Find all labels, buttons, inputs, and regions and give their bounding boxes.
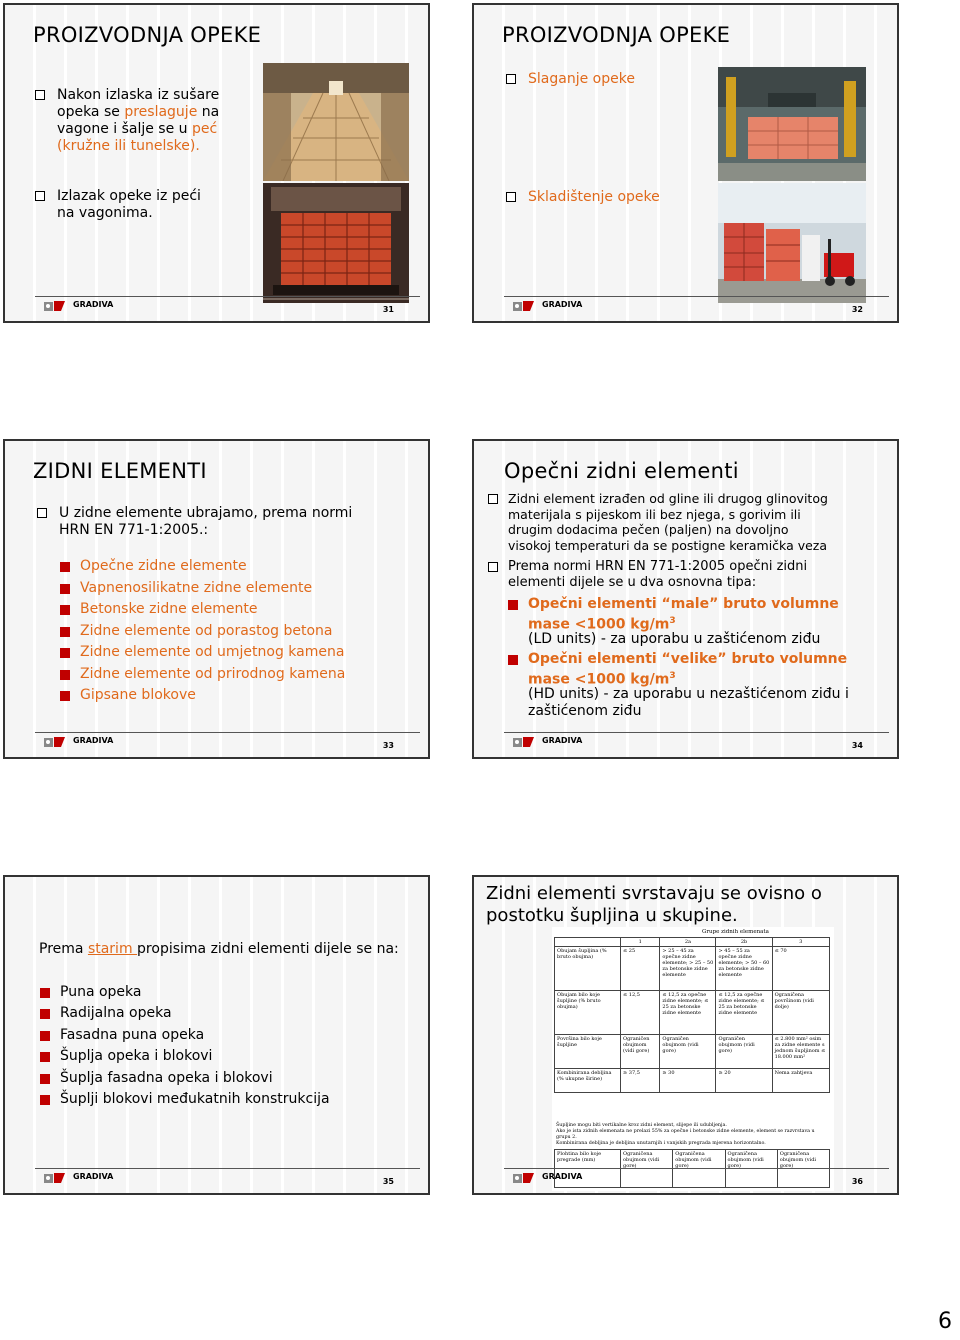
bullet-2: Prema normi HRN EN 771-1:2005 opečni zidni elementi dijele se u dva osnovna tipa: bbox=[508, 559, 888, 591]
groups-table-figure bbox=[552, 927, 834, 1191]
slide-number: 33 bbox=[382, 741, 394, 750]
sub-item: Gipsane blokove bbox=[80, 687, 196, 704]
gradiva-logo-icon bbox=[43, 735, 67, 749]
bullet-filled-square-icon bbox=[60, 562, 70, 572]
slide-title: Opečni zidni elementi bbox=[504, 459, 739, 483]
sub-item: Zidne elemente od prirodnog kamena bbox=[80, 666, 345, 683]
gradiva-logo-icon bbox=[43, 299, 67, 313]
kiln-wagons-photo bbox=[263, 183, 409, 303]
footer-brand: GRADIVA bbox=[73, 736, 114, 745]
footer-brand: GRADIVA bbox=[542, 300, 583, 309]
bullet-filled-square-icon bbox=[508, 600, 518, 610]
slide-footer bbox=[474, 1163, 897, 1193]
table-row: Površina bilo koje šupljine Ograničen obujmom (vidi gore) Ograničen obujmom (vidi gore) Ograničen obujmom (vidi gore) ≤ 2.800 mm² osim za zidne elemente s jednom šupljinom ≤ 18.000 mm² bbox=[555, 1035, 830, 1069]
footer-brand: GRADIVA bbox=[542, 1172, 583, 1181]
bullet-square-icon bbox=[488, 494, 498, 504]
slide-number: 31 bbox=[382, 305, 394, 314]
table-notes: Šupljine mogu biti vertikalne kroz zidni element, slijepe ili udubljenja. Ako je ista zidnih elemenata ne prelazi 55% za opečne i betonske zidne elemente, element se razvrstava u grupu 2. Kombinirana debljina je debljina unutarnjih i vanjskih pregrada mjerena horizontalno. bbox=[556, 1123, 815, 1146]
bullet-filled-square-icon bbox=[60, 670, 70, 680]
sub-item-hd-note: (HD units) - za uporabu u nezaštićenom ziđu i zaštićenom ziđu bbox=[528, 686, 849, 719]
sub-item: Opečne zidne elemente bbox=[80, 558, 247, 575]
bullet-filled-square-icon bbox=[40, 1009, 50, 1019]
table-row: Obujam šupljina (% bruto obujma) ≤ 25 > 25 – 45 za opečne zidne elemente; > 25 – 50 za betonske zidne elemente > 45 – 55 za opečne zidne elemente; > 50 – 60 za betonske zidne elemente ≤ 70 bbox=[555, 947, 830, 991]
bullet-filled-square-icon bbox=[60, 605, 70, 615]
slide-footer bbox=[474, 291, 897, 321]
slide-34 bbox=[472, 439, 899, 759]
list-item: Šuplja fasadna opeka i blokovi bbox=[60, 1070, 273, 1087]
gradiva-logo-icon bbox=[43, 1171, 67, 1185]
slide-title: ZIDNI ELEMENTI bbox=[33, 459, 207, 483]
sub-item-hd: Opečni elementi “velike” bruto volumne mase <1000 $kg/m^3$ bbox=[528, 651, 847, 689]
slide-footer bbox=[5, 291, 428, 321]
slide-footer bbox=[474, 727, 897, 757]
kiln-conveyor-photo bbox=[263, 63, 409, 181]
slide-footer bbox=[5, 727, 428, 757]
bullet-square-icon bbox=[506, 74, 516, 84]
bullet-filled-square-icon bbox=[60, 627, 70, 637]
slide-footer bbox=[5, 1163, 428, 1193]
bullet-filled-square-icon bbox=[40, 1074, 50, 1084]
slide-35 bbox=[3, 875, 430, 1195]
bullet-filled-square-icon bbox=[40, 1031, 50, 1041]
bullet-filled-square-icon bbox=[40, 1052, 50, 1062]
table-row: Kombinirana debljina (% ukupne širine) ≥ 37,5 ≥ 30 ≥ 20 Nema zahtjeva bbox=[555, 1069, 830, 1093]
brick-stacking-photo bbox=[718, 67, 866, 181]
bullet-filled-square-icon bbox=[60, 648, 70, 658]
bullet-1: Nakon izlaska iz sušare opeka se preslaguje na vagone i šalje se u peć (kružne ili tunelske). bbox=[57, 87, 257, 155]
list-item: Šuplji blokovi međukatnih konstrukcija bbox=[60, 1091, 330, 1108]
bullet-square-icon bbox=[35, 191, 45, 201]
bullet-1: U zidne elemente ubrajamo, prema normi HRN EN 771-1:2005.: bbox=[59, 505, 399, 539]
sub-item: Zidne elemente od porastog betona bbox=[80, 623, 332, 640]
table-header: 1 2a 2b 3 bbox=[555, 938, 830, 947]
gradiva-logo-icon bbox=[512, 735, 536, 749]
bullet-filled-square-icon bbox=[40, 1095, 50, 1105]
table-caption: Grupe zidnih elemenata bbox=[702, 929, 769, 935]
bullet-filled-square-icon bbox=[60, 584, 70, 594]
list-item: Fasadna puna opeka bbox=[60, 1027, 204, 1044]
slide-32 bbox=[472, 3, 899, 323]
gradiva-logo-icon bbox=[512, 299, 536, 313]
footer-brand: GRADIVA bbox=[542, 736, 583, 745]
sub-item-ld-note: (LD units) - za uporabu u zaštićenom ziđu bbox=[528, 631, 821, 647]
page-number: 6 bbox=[938, 1309, 952, 1334]
bullet-square-icon bbox=[488, 562, 498, 572]
bullet-1: Slaganje opeke bbox=[528, 71, 635, 88]
list-item: Šuplja opeka i blokovi bbox=[60, 1048, 212, 1065]
sub-item: Betonske zidne elemente bbox=[80, 601, 258, 618]
gradiva-logo-icon bbox=[512, 1171, 536, 1185]
slide-title: Zidni elementi svrstavaju se ovisno o postotku šupljina u skupine. bbox=[486, 883, 822, 926]
intro-line: Prema starim propisima zidni elementi dijele se na: bbox=[39, 941, 399, 957]
table-row: Plohtina bilo koje pregrade (mm) Ograničena obujmom (vidi gore) Ograničena obujmom (vidi gore) Ograničena obujmom (vidi gore) Ograničena obujmom (vidi gore) bbox=[555, 1150, 830, 1188]
bullet-square-icon bbox=[506, 192, 516, 202]
bullet-square-icon bbox=[37, 508, 47, 518]
bullet-filled-square-icon bbox=[508, 655, 518, 665]
sub-item-ld: Opečni elementi “male” bruto volumne mase <1000 $kg/m^3$ bbox=[528, 596, 839, 634]
slide-number: 36 bbox=[851, 1177, 863, 1186]
sub-item: Zidne elemente od umjetnog kamena bbox=[80, 644, 344, 661]
slide-title: PROIZVODNJA OPEKE bbox=[33, 23, 262, 47]
slide-title: PROIZVODNJA OPEKE bbox=[502, 23, 731, 47]
slide-number: 32 bbox=[851, 305, 863, 314]
footer-brand: GRADIVA bbox=[73, 300, 114, 309]
bullet-filled-square-icon bbox=[60, 691, 70, 701]
table-row: Obujam bilo koje šupljine (% bruto obujma) ≤ 12,5 ≤ 12,5 za opečne zidne elemente; ≤ 25 za betonske zidne elemente ≤ 12,5 za opečne zidne elemente; ≤ 25 za betonske zidne elemente Ograničena površinom (vidi dolje) bbox=[555, 991, 830, 1035]
slide-33 bbox=[3, 439, 430, 759]
bullet-filled-square-icon bbox=[40, 988, 50, 998]
bullet-2: Skladištenje opeke bbox=[528, 189, 660, 206]
groups-table bbox=[554, 937, 830, 1093]
bullet-1: Zidni element izrađen od gline ili drugog glinovitog materijala s pijeskom ili bez njega, s gorivim ili drugim dodacima pečen (paljen) na dovoljno visokoj temperaturi da se postigne keramička veza bbox=[508, 491, 888, 553]
list-item: Radijalna opeka bbox=[60, 1005, 172, 1022]
slide-number: 35 bbox=[382, 1177, 394, 1186]
brick-storage-photo bbox=[718, 183, 866, 303]
bullet-square-icon bbox=[35, 90, 45, 100]
sub-item: Vapnenosilikatne zidne elemente bbox=[80, 580, 312, 597]
slide-number: 34 bbox=[851, 741, 863, 750]
bullet-2: Izlazak opeke iz peći na vagonima. bbox=[57, 188, 257, 222]
slide-31 bbox=[3, 3, 430, 323]
list-item: Puna opeka bbox=[60, 984, 141, 1001]
footer-brand: GRADIVA bbox=[73, 1172, 114, 1181]
slide-36 bbox=[472, 875, 899, 1195]
